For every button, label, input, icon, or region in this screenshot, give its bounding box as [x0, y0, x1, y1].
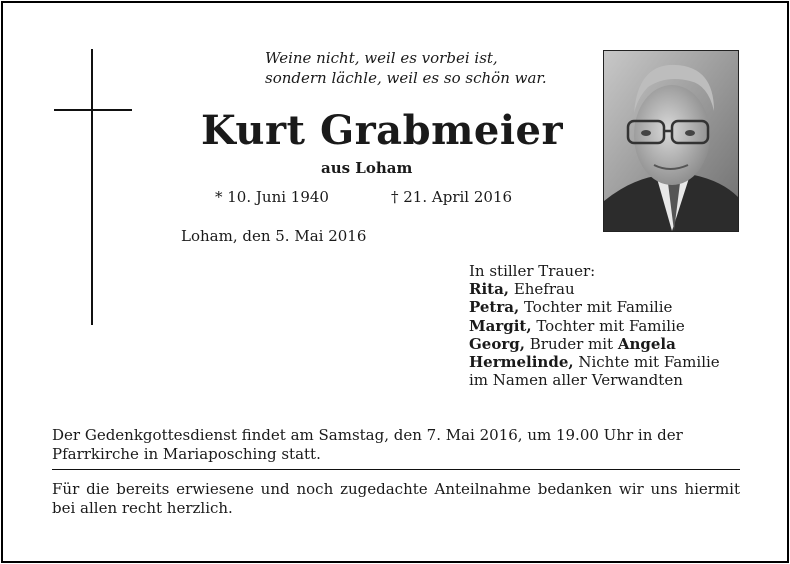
- mourner-relation: Nichte mit Familie: [573, 353, 720, 372]
- mourner-name: Margit,: [469, 316, 532, 335]
- mourner-row: [469, 335, 720, 353]
- mourner-row: [469, 353, 720, 371]
- mourner-row: [469, 298, 720, 316]
- deceased-origin: aus Loham: [321, 159, 413, 177]
- cross-icon-bar: [54, 109, 132, 111]
- mourner-name: Hermelinde,: [469, 353, 574, 372]
- portrait-photo: [603, 50, 739, 232]
- mourner-row: [469, 280, 720, 298]
- mourner-name: Georg,: [469, 334, 525, 353]
- death-date: † 21. April 2016: [391, 188, 513, 206]
- portrait-image: [604, 51, 738, 231]
- mourner-name: Rita,: [469, 280, 510, 299]
- mourner-relation: Ehefrau: [509, 280, 575, 299]
- divider: [52, 469, 740, 470]
- deceased-name: Kurt Grabmeier: [201, 107, 564, 154]
- mourners-heading: In stiller Trauer:: [469, 262, 596, 280]
- obituary-card: [1, 1, 789, 563]
- mourners-list: [469, 262, 720, 389]
- mourners-closing: im Namen aller Verwandten: [469, 371, 683, 390]
- mourner-extra-name: Angela: [617, 334, 676, 353]
- memorial-quote: [265, 48, 547, 88]
- mourner-name: Petra,: [469, 298, 520, 317]
- birth-date: * 10. Juni 1940: [215, 188, 329, 206]
- cross-icon: [91, 49, 93, 325]
- mourner-relation: Tochter mit Familie: [519, 298, 673, 317]
- place-and-date: Loham, den 5. Mai 2016: [181, 227, 367, 245]
- service-announcement: Der Gedenkgottesdienst findet am Samstag, den 7. Mai 2016, um 19.00 Uhr in der Pfarrkirche in Mariaposching statt.: [52, 426, 683, 463]
- mourner-relation: Bruder mit: [524, 334, 618, 353]
- quote-line-2: sondern lächle, weil es so schön war.: [265, 69, 547, 87]
- mourner-row: [469, 317, 720, 335]
- quote-line-1: Weine nicht, weil es vorbei ist,: [265, 49, 498, 67]
- mourner-relation: Tochter mit Familie: [531, 316, 685, 335]
- thanks-note: Für die bereits erwiesene und noch zugedachte Anteilnahme bedanken wir uns hiermit bei allen recht herzlich.: [52, 480, 740, 517]
